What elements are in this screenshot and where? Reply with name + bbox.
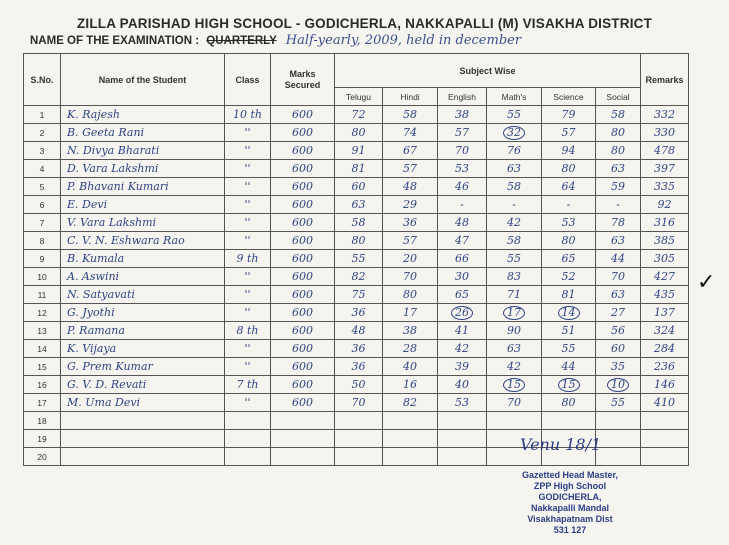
remarks-total: 316 bbox=[641, 214, 689, 232]
student-name: P. Ramana bbox=[61, 322, 225, 340]
subject-mark: 57 bbox=[438, 124, 487, 142]
remarks-total: 427 bbox=[641, 268, 689, 286]
circled-mark: 17 bbox=[503, 306, 525, 320]
stamp-line-2: ZPP High School bbox=[533, 481, 607, 491]
marks-secured: 600 bbox=[271, 178, 335, 196]
student-name: N. Satyavati bbox=[61, 286, 225, 304]
subject-mark: 42 bbox=[438, 340, 487, 358]
student-class bbox=[225, 448, 271, 466]
stamp-line-5: Visakhapatnam Dist bbox=[527, 514, 613, 524]
subject-mark: 64 bbox=[542, 178, 596, 196]
subject-mark: 44 bbox=[542, 358, 596, 376]
subject-mark: 52 bbox=[542, 268, 596, 286]
subject-mark: 80 bbox=[383, 286, 438, 304]
row-sno: 7 bbox=[24, 214, 61, 232]
student-name bbox=[61, 430, 225, 448]
marks-secured: 600 bbox=[271, 232, 335, 250]
table-row bbox=[24, 214, 689, 232]
subject-mark: 70 bbox=[487, 394, 542, 412]
row-sno: 1 bbox=[24, 106, 61, 124]
remarks-total bbox=[641, 448, 689, 466]
check-mark-icon: ✓ bbox=[697, 270, 716, 295]
student-name: V. Vara Lakshmi bbox=[61, 214, 225, 232]
subject-mark bbox=[383, 448, 438, 466]
subject-mark: 82 bbox=[335, 268, 383, 286]
subject-mark bbox=[542, 376, 596, 394]
subject-mark: 60 bbox=[596, 340, 641, 358]
table-row bbox=[24, 106, 689, 124]
subject-mark: 46 bbox=[438, 178, 487, 196]
subject-mark: 65 bbox=[438, 286, 487, 304]
subject-mark bbox=[383, 430, 438, 448]
subject-mark bbox=[596, 412, 641, 430]
subject-mark: 80 bbox=[335, 232, 383, 250]
subject-mark: 81 bbox=[335, 160, 383, 178]
remarks-total: 435 bbox=[641, 286, 689, 304]
table-row bbox=[24, 250, 689, 268]
subject-mark: 63 bbox=[596, 160, 641, 178]
student-class: '' bbox=[225, 304, 271, 322]
subject-mark bbox=[542, 304, 596, 322]
subject-mark: 82 bbox=[383, 394, 438, 412]
subject-mark: 72 bbox=[335, 106, 383, 124]
subject-mark: 16 bbox=[383, 376, 438, 394]
remarks-total: 330 bbox=[641, 124, 689, 142]
student-class: '' bbox=[225, 178, 271, 196]
marks-secured: 600 bbox=[271, 142, 335, 160]
subject-mark: 63 bbox=[487, 160, 542, 178]
remarks-total: 305 bbox=[641, 250, 689, 268]
row-sno: 18 bbox=[24, 412, 61, 430]
subject-mark: 39 bbox=[438, 358, 487, 376]
subject-mark bbox=[596, 430, 641, 448]
student-class: '' bbox=[225, 214, 271, 232]
header-marks: Marks Secured bbox=[271, 54, 335, 106]
subject-mark: 66 bbox=[438, 250, 487, 268]
marks-secured: 600 bbox=[271, 340, 335, 358]
subject-mark: 79 bbox=[542, 106, 596, 124]
student-name: P. Bhavani Kumari bbox=[61, 178, 225, 196]
remarks-total: 236 bbox=[641, 358, 689, 376]
subject-mark: 75 bbox=[335, 286, 383, 304]
student-class: '' bbox=[225, 160, 271, 178]
subject-mark bbox=[487, 412, 542, 430]
table-row bbox=[24, 196, 689, 214]
header-name: Name of the Student bbox=[61, 54, 225, 106]
subject-mark: 57 bbox=[383, 232, 438, 250]
table-row bbox=[24, 412, 689, 430]
row-sno: 20 bbox=[24, 448, 61, 466]
subject-mark: 59 bbox=[596, 178, 641, 196]
remarks-total: 284 bbox=[641, 340, 689, 358]
marks-secured: 600 bbox=[271, 394, 335, 412]
row-sno: 8 bbox=[24, 232, 61, 250]
student-name: G. Jyothi bbox=[61, 304, 225, 322]
student-class: 9 th bbox=[225, 250, 271, 268]
student-class: '' bbox=[225, 268, 271, 286]
table-row bbox=[24, 232, 689, 250]
remarks-total: 324 bbox=[641, 322, 689, 340]
student-rows bbox=[24, 106, 689, 466]
subject-mark: 47 bbox=[438, 232, 487, 250]
stamp-line-3: GODICHERLA, bbox=[538, 492, 602, 502]
table-row bbox=[24, 376, 689, 394]
subject-mark: 58 bbox=[335, 214, 383, 232]
student-class bbox=[225, 430, 271, 448]
subject-mark: 67 bbox=[383, 142, 438, 160]
student-name: M. Uma Devi bbox=[61, 394, 225, 412]
marks-secured: 600 bbox=[271, 286, 335, 304]
subject-mark: 58 bbox=[383, 106, 438, 124]
student-class: 7 th bbox=[225, 376, 271, 394]
row-sno: 16 bbox=[24, 376, 61, 394]
student-class: '' bbox=[225, 124, 271, 142]
marks-secured: 600 bbox=[271, 268, 335, 286]
row-sno: 4 bbox=[24, 160, 61, 178]
subject-mark: 58 bbox=[596, 106, 641, 124]
subject-mark: 48 bbox=[438, 214, 487, 232]
student-name: K. Vijaya bbox=[61, 340, 225, 358]
student-name: B. Kumala bbox=[61, 250, 225, 268]
row-sno: 12 bbox=[24, 304, 61, 322]
student-name: A. Aswini bbox=[61, 268, 225, 286]
subject-mark: 40 bbox=[438, 376, 487, 394]
subject-mark bbox=[596, 376, 641, 394]
subject-mark: 28 bbox=[383, 340, 438, 358]
subject-mark: 60 bbox=[335, 178, 383, 196]
stamp-line-6: 531 127 bbox=[553, 525, 587, 535]
table-row bbox=[24, 358, 689, 376]
subject-mark bbox=[438, 448, 487, 466]
subject-mark: 56 bbox=[596, 322, 641, 340]
student-name: N. Divya Bharati bbox=[61, 142, 225, 160]
table-row bbox=[24, 394, 689, 412]
remarks-total: 146 bbox=[641, 376, 689, 394]
student-class: '' bbox=[225, 196, 271, 214]
subject-mark: 70 bbox=[383, 268, 438, 286]
remarks-total: 410 bbox=[641, 394, 689, 412]
student-name: B. Geeta Rani bbox=[61, 124, 225, 142]
subject-mark: 42 bbox=[487, 358, 542, 376]
row-sno: 13 bbox=[24, 322, 61, 340]
marks-secured: 600 bbox=[271, 124, 335, 142]
subject-mark: 29 bbox=[383, 196, 438, 214]
marks-secured: 600 bbox=[271, 196, 335, 214]
subject-mark: 80 bbox=[542, 394, 596, 412]
marks-secured bbox=[271, 412, 335, 430]
subject-mark: 35 bbox=[596, 358, 641, 376]
subject-mark bbox=[542, 412, 596, 430]
subject-header: English bbox=[438, 88, 487, 106]
row-sno: 14 bbox=[24, 340, 61, 358]
remarks-total: 335 bbox=[641, 178, 689, 196]
subject-mark bbox=[335, 412, 383, 430]
student-class: '' bbox=[225, 358, 271, 376]
marks-secured: 600 bbox=[271, 376, 335, 394]
marks-secured: 600 bbox=[271, 160, 335, 178]
student-name bbox=[61, 412, 225, 430]
subject-mark: 90 bbox=[487, 322, 542, 340]
subject-mark: 80 bbox=[596, 142, 641, 160]
subject-mark: 20 bbox=[383, 250, 438, 268]
table-row bbox=[24, 322, 689, 340]
subject-mark: 65 bbox=[542, 250, 596, 268]
row-sno: 3 bbox=[24, 142, 61, 160]
subject-mark: 48 bbox=[335, 322, 383, 340]
subject-mark: 36 bbox=[335, 304, 383, 322]
marks-secured: 600 bbox=[271, 214, 335, 232]
row-sno: 17 bbox=[24, 394, 61, 412]
subject-mark: 74 bbox=[383, 124, 438, 142]
subject-mark: 36 bbox=[335, 340, 383, 358]
subject-mark: 70 bbox=[596, 268, 641, 286]
header-subject-wise: Subject Wise bbox=[335, 54, 641, 88]
subject-mark: - bbox=[542, 196, 596, 214]
marks-secured: 600 bbox=[271, 106, 335, 124]
remarks-total bbox=[641, 412, 689, 430]
subject-mark: 71 bbox=[487, 286, 542, 304]
subject-mark: 63 bbox=[596, 232, 641, 250]
student-name: G. V. D. Revati bbox=[61, 376, 225, 394]
subject-mark: 53 bbox=[438, 394, 487, 412]
subject-mark: 48 bbox=[383, 178, 438, 196]
student-class: '' bbox=[225, 394, 271, 412]
subject-header: Telugu bbox=[335, 88, 383, 106]
table-row bbox=[24, 268, 689, 286]
subject-mark: 91 bbox=[335, 142, 383, 160]
subject-mark: 63 bbox=[487, 340, 542, 358]
header-remarks: Remarks bbox=[641, 54, 689, 106]
student-class: '' bbox=[225, 232, 271, 250]
subject-mark: 63 bbox=[335, 196, 383, 214]
circled-mark: 15 bbox=[503, 378, 525, 392]
header-class: Class bbox=[225, 54, 271, 106]
row-sno: 5 bbox=[24, 178, 61, 196]
circled-mark: 26 bbox=[451, 306, 473, 320]
row-sno: 10 bbox=[24, 268, 61, 286]
table-row bbox=[24, 304, 689, 322]
subject-mark: 70 bbox=[438, 142, 487, 160]
header-sno: S.No. bbox=[24, 54, 61, 106]
student-class: 8 th bbox=[225, 322, 271, 340]
remarks-total: 397 bbox=[641, 160, 689, 178]
subject-mark: 44 bbox=[596, 250, 641, 268]
subject-mark: 55 bbox=[335, 250, 383, 268]
subject-mark: 55 bbox=[542, 340, 596, 358]
subject-mark bbox=[438, 412, 487, 430]
remarks-total: 478 bbox=[641, 142, 689, 160]
student-class: '' bbox=[225, 340, 271, 358]
subject-mark: 36 bbox=[383, 214, 438, 232]
circled-mark: 10 bbox=[607, 378, 629, 392]
subject-mark: 42 bbox=[487, 214, 542, 232]
subject-mark bbox=[438, 430, 487, 448]
subject-mark: 53 bbox=[542, 214, 596, 232]
subject-mark: 41 bbox=[438, 322, 487, 340]
subject-mark: 27 bbox=[596, 304, 641, 322]
subject-mark: 83 bbox=[487, 268, 542, 286]
subject-mark: 80 bbox=[542, 232, 596, 250]
subject-mark: 57 bbox=[383, 160, 438, 178]
table-row bbox=[24, 142, 689, 160]
marks-table bbox=[23, 53, 689, 466]
subject-header: Math's bbox=[487, 88, 542, 106]
subject-mark: 30 bbox=[438, 268, 487, 286]
remarks-total: 92 bbox=[641, 196, 689, 214]
student-class bbox=[225, 412, 271, 430]
signature: Venu 18/1 bbox=[520, 435, 602, 454]
subject-header: Social bbox=[596, 88, 641, 106]
remarks-total: 137 bbox=[641, 304, 689, 322]
subject-mark bbox=[383, 412, 438, 430]
subject-mark: - bbox=[596, 196, 641, 214]
stamp-line-1: Gazetted Head Master, bbox=[521, 470, 619, 480]
subject-mark: 36 bbox=[335, 358, 383, 376]
subject-mark: 17 bbox=[383, 304, 438, 322]
marks-secured bbox=[271, 430, 335, 448]
row-sno: 11 bbox=[24, 286, 61, 304]
exam-label: NAME OF THE EXAMINATION : bbox=[30, 35, 200, 47]
subject-mark: 55 bbox=[487, 106, 542, 124]
table-row bbox=[24, 178, 689, 196]
marks-secured: 600 bbox=[271, 250, 335, 268]
row-sno: 6 bbox=[24, 196, 61, 214]
subject-mark: 78 bbox=[596, 214, 641, 232]
subject-mark bbox=[335, 448, 383, 466]
head-master-stamp bbox=[500, 470, 640, 536]
table-row bbox=[24, 286, 689, 304]
subject-mark: 70 bbox=[335, 394, 383, 412]
remarks-total: 385 bbox=[641, 232, 689, 250]
school-title: ZILLA PARISHAD HIGH SCHOOL - GODICHERLA, NAKKAPALLI (M) VISAKHA DISTRICT bbox=[76, 16, 653, 31]
marks-secured bbox=[271, 448, 335, 466]
subject-mark: 57 bbox=[542, 124, 596, 142]
student-name: D. Vara Lakshmi bbox=[61, 160, 225, 178]
subject-mark: 63 bbox=[596, 286, 641, 304]
student-class: '' bbox=[225, 142, 271, 160]
remarks-total: 332 bbox=[641, 106, 689, 124]
subject-mark bbox=[438, 304, 487, 322]
row-sno: 19 bbox=[24, 430, 61, 448]
subject-mark bbox=[487, 124, 542, 142]
exam-struck-word: QUARTERLY bbox=[206, 35, 277, 47]
subject-mark: 50 bbox=[335, 376, 383, 394]
circled-mark: 32 bbox=[503, 126, 525, 140]
row-sno: 9 bbox=[24, 250, 61, 268]
row-sno: 2 bbox=[24, 124, 61, 142]
subject-mark: 58 bbox=[487, 178, 542, 196]
marks-secured: 600 bbox=[271, 304, 335, 322]
subject-header: Hindi bbox=[383, 88, 438, 106]
row-sno: 15 bbox=[24, 358, 61, 376]
exam-handwritten: Half-yearly, 2009, held in december bbox=[285, 33, 522, 48]
subject-mark: 81 bbox=[542, 286, 596, 304]
student-class: 10 th bbox=[225, 106, 271, 124]
subject-mark: 80 bbox=[542, 160, 596, 178]
subject-mark: 38 bbox=[383, 322, 438, 340]
student-name: G. Prem Kumar bbox=[61, 358, 225, 376]
subject-mark: 94 bbox=[542, 142, 596, 160]
student-name: C. V. N. Eshwara Rao bbox=[61, 232, 225, 250]
subject-mark: 53 bbox=[438, 160, 487, 178]
subject-mark bbox=[487, 376, 542, 394]
remarks-total bbox=[641, 430, 689, 448]
subject-mark bbox=[487, 304, 542, 322]
table-row bbox=[24, 340, 689, 358]
circled-mark: 14 bbox=[558, 306, 580, 320]
student-class: '' bbox=[225, 286, 271, 304]
subject-mark bbox=[596, 448, 641, 466]
subject-mark: 38 bbox=[438, 106, 487, 124]
table-row bbox=[24, 160, 689, 178]
subject-mark: 80 bbox=[596, 124, 641, 142]
marks-secured: 600 bbox=[271, 358, 335, 376]
subject-mark: - bbox=[487, 196, 542, 214]
circled-mark: 15 bbox=[558, 378, 580, 392]
subject-mark: - bbox=[438, 196, 487, 214]
subject-mark: 51 bbox=[542, 322, 596, 340]
subject-mark: 55 bbox=[596, 394, 641, 412]
student-name bbox=[61, 448, 225, 466]
subject-mark: 80 bbox=[335, 124, 383, 142]
subject-mark: 55 bbox=[487, 250, 542, 268]
exam-line bbox=[30, 33, 521, 48]
subject-mark: 76 bbox=[487, 142, 542, 160]
marks-secured: 600 bbox=[271, 322, 335, 340]
subject-mark bbox=[335, 430, 383, 448]
subject-mark: 58 bbox=[487, 232, 542, 250]
stamp-line-4: Nakkapalli Mandal bbox=[530, 503, 610, 513]
student-name: E. Devi bbox=[61, 196, 225, 214]
table-row bbox=[24, 124, 689, 142]
subject-mark: 40 bbox=[383, 358, 438, 376]
subject-header: Science bbox=[542, 88, 596, 106]
student-name: K. Rajesh bbox=[61, 106, 225, 124]
